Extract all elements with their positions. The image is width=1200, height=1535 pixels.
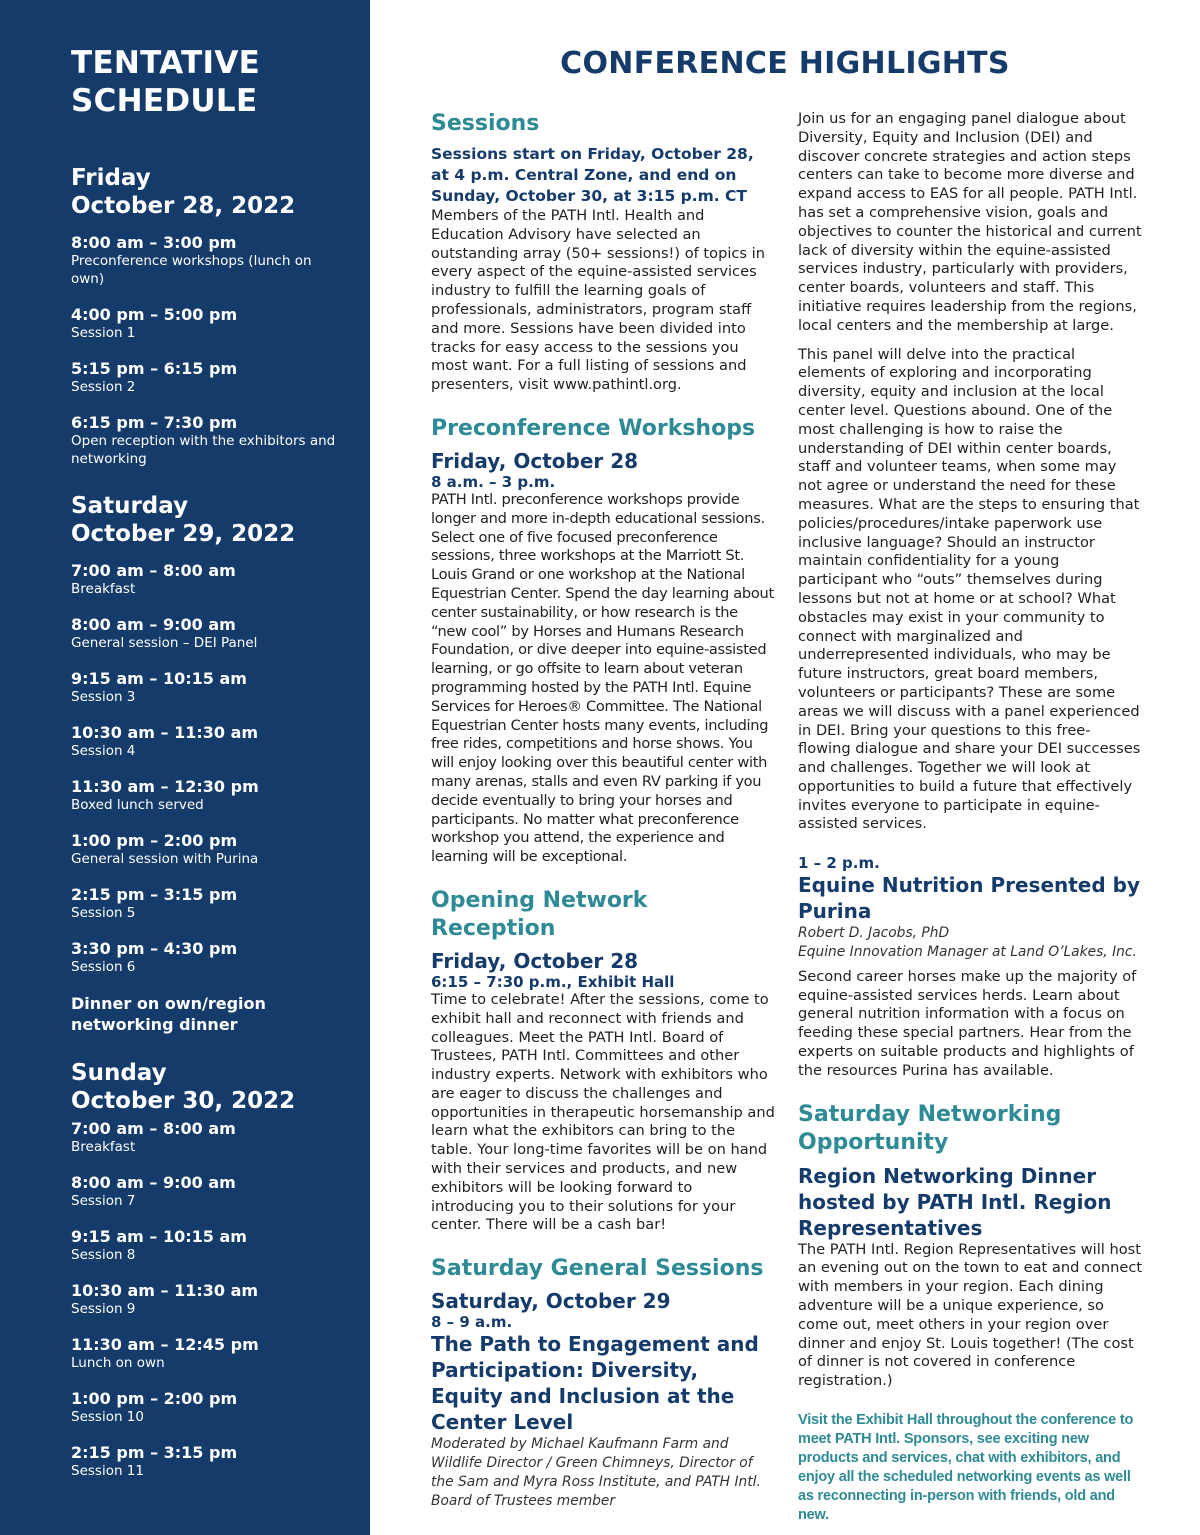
schedule-time: 9:15 am – 10:15 am bbox=[71, 669, 247, 688]
section-heading: Preconference Workshops bbox=[431, 415, 756, 441]
schedule-item bbox=[71, 305, 350, 342]
schedule-item bbox=[71, 1119, 350, 1156]
schedule-desc: Session 2 bbox=[71, 379, 136, 395]
purina-presenter: Robert D. Jacobs, PhD bbox=[798, 925, 950, 942]
schedule-time: 6:15 pm – 7:30 pm bbox=[71, 413, 238, 432]
purina-talk-title: Equine Nutrition Presented by Purina bbox=[798, 873, 1141, 924]
schedule-desc: Session 6 bbox=[71, 959, 136, 975]
schedule-time: 3:30 pm – 4:30 pm bbox=[71, 939, 238, 958]
schedule-item bbox=[71, 885, 350, 922]
schedule-desc: Session 9 bbox=[71, 1301, 136, 1317]
schedule-item bbox=[71, 1335, 350, 1372]
general-sessions-time: 8 – 9 a.m. bbox=[431, 1313, 513, 1332]
section-heading: Sessions bbox=[431, 111, 540, 136]
schedule-item bbox=[71, 723, 350, 760]
schedule-desc: Lunch on own bbox=[71, 1355, 165, 1371]
schedule-item bbox=[71, 1281, 350, 1318]
schedule-item bbox=[71, 831, 350, 868]
reception-body: Time to celebrate! After the sessions, come to exhibit hall and reconnect with friends and colleagues. Meet the PATH Intl. Board of Trustees, PATH Intl. Committees and other industry experts. Network with exhibitors who are eager to discuss the challenges and opportunities in therapeutic horsemanship and learn what the exhibitors can bring to the table. Your long-time favorites will be on hand with their services and products, and new exhibitors will be looking forward to introducing you to their solutions for your center. There will be a cash bar! bbox=[431, 990, 775, 1234]
section-general-sessions bbox=[431, 1255, 776, 1510]
schedule-desc: Preconference workshops (lunch on own) bbox=[71, 253, 312, 287]
schedule-desc: Breakfast bbox=[71, 1139, 136, 1155]
dei-body-2: This panel will delve into the practical elements of exploring and incorporating diversity, equity and inclusion at the local center level. Questions abound. One of the most challenging is how to raise the understanding of DEI within center boards, staff and volunteer teams, when some may not agree or understand the need for these measures. What are the steps to ensuring that policies/procedures/intake paperwork use inclusive language? Should an instructor maintain confidentiality for a young participant who “outs” themselves during lessons but not at home or at school? What obstacles may exist in your community to connect with marginalized and underrepresented individuals, who may be future instructors, great board members, volunteers or participants? These are some areas we will discuss with a panel experienced in DEI. Bring your questions to this free-flowing dialogue and share your DEI successes and challenges. Together we will look at opportunities to build a future that effectively invites everyone to participate in equine-assisted services. bbox=[798, 345, 1141, 833]
networking-body: The PATH Intl. Region Representatives will host an evening out on the town to eat and connect with members in your region. Each dining adventure will be a unique experience, so come out, meet others in your region over dinner and enjoy St. Louis together! (The cost of dinner is not covered in conference registration.) bbox=[798, 1240, 1143, 1390]
dinner-note: Dinner on own/region networking dinner bbox=[71, 994, 266, 1034]
schedule-desc: General session – DEI Panel bbox=[71, 635, 258, 651]
dei-talk-title: The Path to Engagement and Participation: Diversity, Equity and Inclusion at the Center Level bbox=[431, 1332, 759, 1435]
schedule-desc: Session 3 bbox=[71, 689, 136, 705]
schedule-time: 4:00 pm – 5:00 pm bbox=[71, 305, 238, 324]
sessions-body: Members of the PATH Intl. Health and Education Advisory have selected an outstanding array (50+ sessions!) of topics in every aspect of the equine-assisted services industry to fulfill the learning goals of professionals, administrators, program staff and more. Sessions have been divided into tracks for easy access to the sessions you most want. For a full listing of sessions and presenters, visit www.pathintl.org. bbox=[431, 207, 765, 394]
schedule-time: 2:15 pm – 3:15 pm bbox=[71, 1443, 238, 1462]
section-sessions bbox=[431, 110, 776, 395]
day-date: October 29, 2022 bbox=[71, 521, 296, 547]
section-heading: Saturday General Sessions bbox=[431, 1256, 764, 1282]
schedule-desc: Open reception with the exhibitors and networking bbox=[71, 433, 336, 467]
highlights-column-left bbox=[431, 110, 776, 1510]
schedule-item bbox=[71, 1227, 350, 1264]
schedule-item bbox=[71, 359, 350, 396]
workshops-body: PATH Intl. preconference workshops provide longer and more in-depth educational sessions. Select one of five focused preconference sessions, three workshops at the Marriott St. Louis Grand or one workshop at the National Equestrian Center. Spend the day learning about center sustainability, or how research is the “new cool” by Horses and Humans Research Foundation, or dive deeper into equine-assisted learning, or go offsite to learn about veteran programming hosted by the PATH Intl. Equine Services for Heroes® Committee. The National Equestrian Center hosts many events, including free rides, competitions and horse shows. You will enjoy looking over this beautiful center with many arenas, stalls and even RV parking if you decide eventually to bring your horses and participants. No matter what preconference workshop you attend, the experience and learning will be exceptional. bbox=[431, 490, 774, 866]
schedule-time: 10:30 am – 11:30 am bbox=[71, 1281, 259, 1300]
schedule-desc: General session with Purina bbox=[71, 851, 259, 867]
section-networking bbox=[798, 1101, 1143, 1391]
schedule-item bbox=[71, 939, 350, 976]
schedule-time: 7:00 am – 8:00 am bbox=[71, 1119, 236, 1138]
schedule-time: 11:30 am – 12:45 pm bbox=[71, 1335, 259, 1354]
day-name: Saturday bbox=[71, 493, 189, 519]
reception-date: Friday, October 28 bbox=[431, 948, 639, 973]
schedule-time: 1:00 pm – 2:00 pm bbox=[71, 1389, 238, 1408]
schedule-time: 8:00 am – 9:00 am bbox=[71, 615, 236, 634]
schedule-item bbox=[71, 233, 350, 288]
purina-body: Second career horses make up the majority of equine-assisted services herds. Learn about general nutrition information with a focus on feeding these special partners. Hear from the experts on suitable products and highlights of the resources Purina has available. bbox=[798, 967, 1137, 1079]
general-sessions-date: Saturday, October 29 bbox=[431, 1289, 671, 1314]
day-heading bbox=[71, 492, 351, 548]
schedule-desc: Boxed lunch served bbox=[71, 797, 204, 813]
section-heading: Opening Network Reception bbox=[431, 887, 648, 941]
day-heading bbox=[71, 1059, 351, 1115]
workshops-date: Friday, October 28 bbox=[431, 448, 639, 473]
schedule-item bbox=[71, 615, 350, 652]
schedule-desc: Session 4 bbox=[71, 743, 136, 759]
schedule-time: 8:00 am – 9:00 am bbox=[71, 1173, 236, 1192]
day-name: Friday bbox=[71, 165, 151, 191]
schedule-item bbox=[71, 777, 350, 814]
networking-subheading: Region Networking Dinner hosted by PATH Intl. Region Representatives bbox=[798, 1163, 1112, 1240]
section-reception bbox=[431, 887, 776, 1235]
schedule-desc: Session 11 bbox=[71, 1463, 144, 1479]
day-name: Sunday bbox=[71, 1060, 167, 1086]
schedule-item bbox=[71, 413, 350, 468]
section-heading: Saturday Networking Opportunity bbox=[798, 1101, 1062, 1155]
schedule-desc: Breakfast bbox=[71, 581, 136, 597]
schedule-desc: Session 10 bbox=[71, 1409, 144, 1425]
schedule-day-sunday bbox=[71, 1059, 350, 1480]
purina-time: 1 – 2 p.m. bbox=[798, 854, 880, 873]
day-date: October 30, 2022 bbox=[71, 1088, 296, 1114]
workshops-time: 8 a.m. – 3 p.m. bbox=[431, 472, 556, 491]
schedule-time: 10:30 am – 11:30 am bbox=[71, 723, 259, 742]
reception-time: 6:15 – 7:30 p.m., Exhibit Hall bbox=[431, 972, 675, 991]
dei-moderator: Moderated by Michael Kaufmann Farm and Wildlife Director / Green Chimneys, Director of the Sam and Myra Ross Institute, and PATH Intl. Board of Trustees member bbox=[431, 1436, 761, 1509]
page-title: CONFERENCE HIGHLIGHTS bbox=[560, 46, 1010, 81]
schedule-time: 2:15 pm – 3:15 pm bbox=[71, 885, 238, 904]
section-workshops bbox=[431, 415, 776, 867]
schedule-time: 5:15 pm – 6:15 pm bbox=[71, 359, 238, 378]
schedule-item bbox=[71, 1443, 350, 1480]
schedule-title: TENTATIVE SCHEDULE bbox=[71, 45, 261, 119]
schedule-item bbox=[71, 1173, 350, 1210]
schedule-desc: Session 5 bbox=[71, 905, 136, 921]
schedule-item bbox=[71, 669, 350, 706]
purina-presenter-role: Equine Innovation Manager at Land O’Lakes, Inc. bbox=[798, 944, 1137, 961]
highlights-column-right bbox=[798, 110, 1143, 1525]
day-heading bbox=[71, 164, 351, 220]
schedule-day-saturday bbox=[71, 492, 350, 1035]
sessions-lead: Sessions start on Friday, October 28, at 4 p.m. Central Zone, and end on Sunday, October 30, at 3:15 p.m. CT bbox=[431, 145, 754, 205]
schedule-desc: Session 8 bbox=[71, 1247, 136, 1263]
schedule-time: 7:00 am – 8:00 am bbox=[71, 561, 236, 580]
schedule-time: 1:00 pm – 2:00 pm bbox=[71, 831, 238, 850]
schedule-item bbox=[71, 561, 350, 598]
exhibit-hall-note: Visit the Exhibit Hall throughout the conference to meet PATH Intl. Sponsors, see exciting new products and services, chat with exhibitors, and enjoy all the scheduled networking events as well as reconnecting in-person with friends, old and new. bbox=[798, 1412, 1134, 1524]
schedule-sidebar bbox=[0, 0, 370, 1535]
schedule-time: 9:15 am – 10:15 am bbox=[71, 1227, 247, 1246]
day-date: October 28, 2022 bbox=[71, 193, 296, 219]
schedule-day-friday bbox=[71, 164, 350, 468]
schedule-time: 8:00 am – 3:00 pm bbox=[71, 233, 237, 252]
schedule-desc: Session 7 bbox=[71, 1193, 136, 1209]
dei-body-1: Join us for an engaging panel dialogue about Diversity, Equity and Inclusion (DEI) and discover concrete strategies and action steps centers can take to become more diverse and expand access to EAS for all people. PATH Intl. has set a comprehensive vision, goals and objectives to counter the historical and current lack of diversity within the equine-assisted services industry, particularly with providers, center boards, volunteers and staff. This initiative requires leadership from the regions, local centers and the membership at large. bbox=[798, 110, 1142, 334]
section-purina bbox=[798, 854, 1143, 1080]
schedule-time: 11:30 am – 12:30 pm bbox=[71, 777, 259, 796]
schedule-item bbox=[71, 1389, 350, 1426]
schedule-desc: Session 1 bbox=[71, 325, 136, 341]
